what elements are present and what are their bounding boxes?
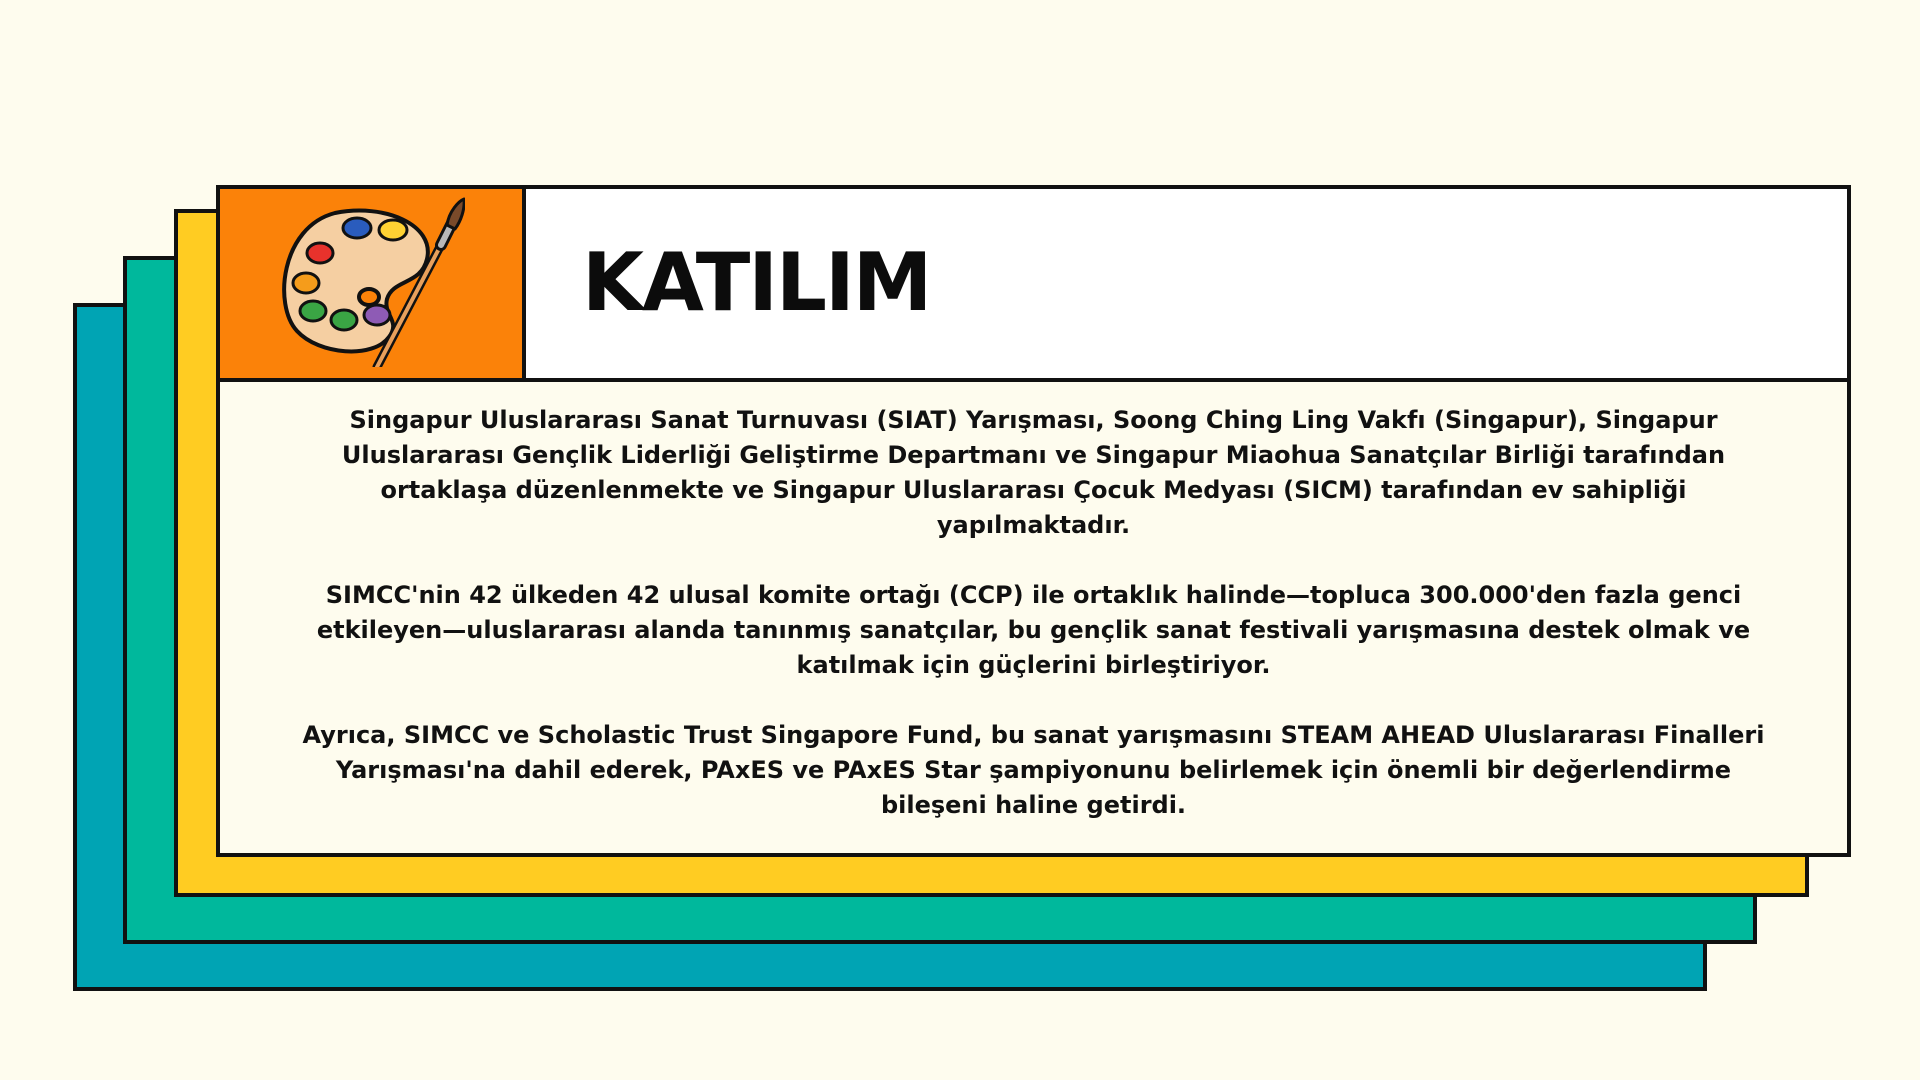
icon-box — [220, 189, 526, 378]
card-body — [290, 403, 1777, 858]
page-title: KATILIM — [582, 236, 931, 329]
paragraph-steam-ahead: Ayrıca, SIMCC ve Scholastic Trust Singapore Fund, bu sanat yarışmasını STEAM AHEAD Uluslararası Finalleri Yarışması'na dahil ederek, PAxES ve PAxES Star şampiyonunu belirlemek için önemli bir değerlendirme bileşeni haline getirdi. — [302, 721, 1765, 819]
card-header — [220, 189, 1847, 382]
title-area — [526, 189, 1847, 378]
paragraph-partners: SIMCC'nin 42 ülkeden 42 ulusal komite ortağı (CCP) ile ortaklık halinde—topluca 300.000'den fazla genci etkileyen—uluslararası alanda tanınmış sanatçılar, bu gençlik sanat festivali yarışmasına destek olmak ve katılmak için güçlerini birleştiriyor. — [316, 581, 1751, 679]
paragraph-organizers: Singapur Uluslararası Sanat Turnuvası (SIAT) Yarışması, Soong Ching Ling Vakfı (Singapur), Singapur Uluslararası Gençlik Liderliği Geliştirme Departmanı ve Singapur Miaohua Sanatçılar Birliği tarafından ortaklaşa düzenlenmekte ve Singapur Uluslararası Çocuk Medyası (SICM) tarafından ev sahipliği yapılmaktadır. — [341, 406, 1726, 539]
participation-card — [216, 185, 1851, 857]
palette-paintbrush-icon — [265, 197, 465, 367]
